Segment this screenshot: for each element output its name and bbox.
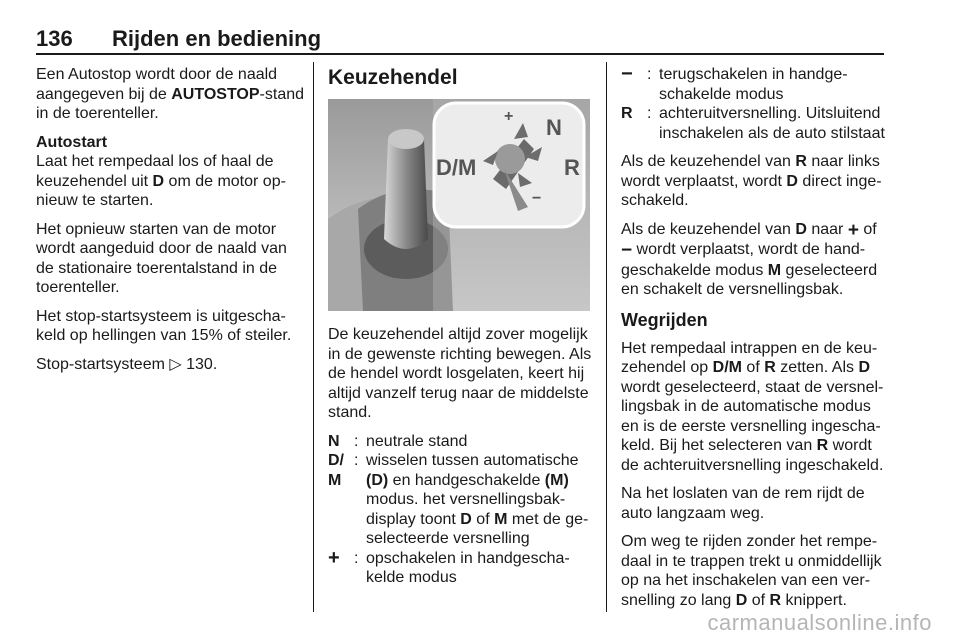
plus-icon: + — [328, 546, 340, 569]
gear-definition-list-continued — [621, 65, 887, 143]
def-colon: : — [354, 549, 359, 567]
plus-label: + — [504, 108, 514, 125]
plus-icon: + — [847, 219, 859, 241]
minus-icon: − — [621, 63, 633, 85]
autostart-paragraph: Laat het rempedaal los of haal de keuzehendel uit D om de motor opnieuw te starten. — [36, 153, 286, 209]
def-desc: terugschakelen in handgeschakelde modus — [659, 66, 848, 103]
autostart-heading: Autostart — [36, 133, 108, 151]
n-label: N — [546, 115, 562, 140]
column-divider-1 — [313, 62, 314, 612]
column-3 — [621, 65, 887, 619]
reference-paragraph: Stop-startsysteem ▷ 130. — [36, 355, 218, 373]
minus-icon: − — [621, 240, 633, 261]
running-title: Rijden en bediening — [112, 26, 322, 51]
def-colon: : — [647, 66, 652, 83]
def-colon: : — [354, 432, 359, 450]
gear-selector-photo — [328, 99, 590, 311]
column-2 — [328, 65, 594, 597]
def-desc: wisselen tussen automatische (D) en handgeschakelde (M) modus. het versnellingsbakdisplay toont D of M met de geselecteerde versnelling — [366, 452, 589, 547]
def-colon: : — [354, 452, 359, 469]
wegrijden-paragraph-1: Het rempedaal intrappen en de keuzehendel op D/M of R zetten. Als D wordt geselecteerd, staat de versnellingsbak in de automatische modus en is de eerste versnelling ingeschakeld. Bij het selecteren van R wordt de achteruitversnelling ingeschakeld. — [621, 339, 884, 474]
section-heading-wegrijden: Wegrijden — [621, 309, 708, 330]
section-heading-keuzehendel: Keuzehendel — [328, 66, 458, 89]
dm-label: D/M — [436, 155, 477, 180]
def-term: N — [328, 432, 340, 450]
wegrijden-paragraph-3: Om weg te rijden zonder het rempedaal in te trappen trekt u onmiddellijk op na het inschakelen van een versnelling zo lang D of R knippert. — [621, 533, 882, 609]
column-divider-2 — [606, 62, 607, 612]
watermark: carmanualsonline.info — [707, 610, 932, 635]
def-colon: : — [647, 105, 652, 122]
gear-definition-list — [328, 432, 594, 588]
def-desc: neutrale stand — [366, 432, 468, 450]
def-term: D/ M — [328, 452, 344, 489]
def-desc: opschakelen in handgeschakelde modus — [366, 549, 570, 586]
column-1 — [36, 65, 304, 383]
slope-paragraph: Het stop-startsysteem is uitgeschakeld op hellingen van 15% of steiler. — [36, 307, 292, 344]
minus-label: − — [532, 190, 542, 207]
def-desc: achteruitversnelling. Uitsluitend inschakelen als de auto stilstaat — [659, 105, 885, 142]
page-number: 136 — [36, 26, 73, 51]
wegrijden-paragraph-2: Na het loslaten van de rem rijdt de auto langzaam weg. — [621, 485, 865, 522]
restart-paragraph: Het opnieuw starten van de motor wordt aangeduid door de naald van de stationaire toerentalstand in de toerenteller. — [36, 220, 287, 296]
page-ref-arrow-icon: ▷ — [169, 355, 182, 373]
r-to-d-paragraph: Als de keuzehendel van R naar links wordt verplaatst, wordt D direct ingeschakeld. — [621, 153, 882, 209]
intro-paragraph: De keuzehendel altijd zover mogelijk in de gewenste richting bewegen. Als de hendel wordt losgelaten, keert hij altijd vanzelf terug naar de middelste stand. — [328, 326, 592, 421]
autostop-paragraph: Een Autostop wordt door de naald aangegeven bij de AUTOSTOP-stand in de toerenteller. — [36, 66, 305, 122]
def-term: R — [621, 105, 633, 122]
header-rule — [36, 53, 884, 55]
r-label: R — [564, 155, 580, 180]
page-header — [36, 26, 884, 50]
gear-selector-illustration — [328, 99, 590, 311]
manual-mode-paragraph: Als de keuzehendel van D naar + of − wordt verplaatst, wordt de handgeschakelde modus M geselecteerd en schakelt de versnellingsbak. — [621, 219, 878, 298]
